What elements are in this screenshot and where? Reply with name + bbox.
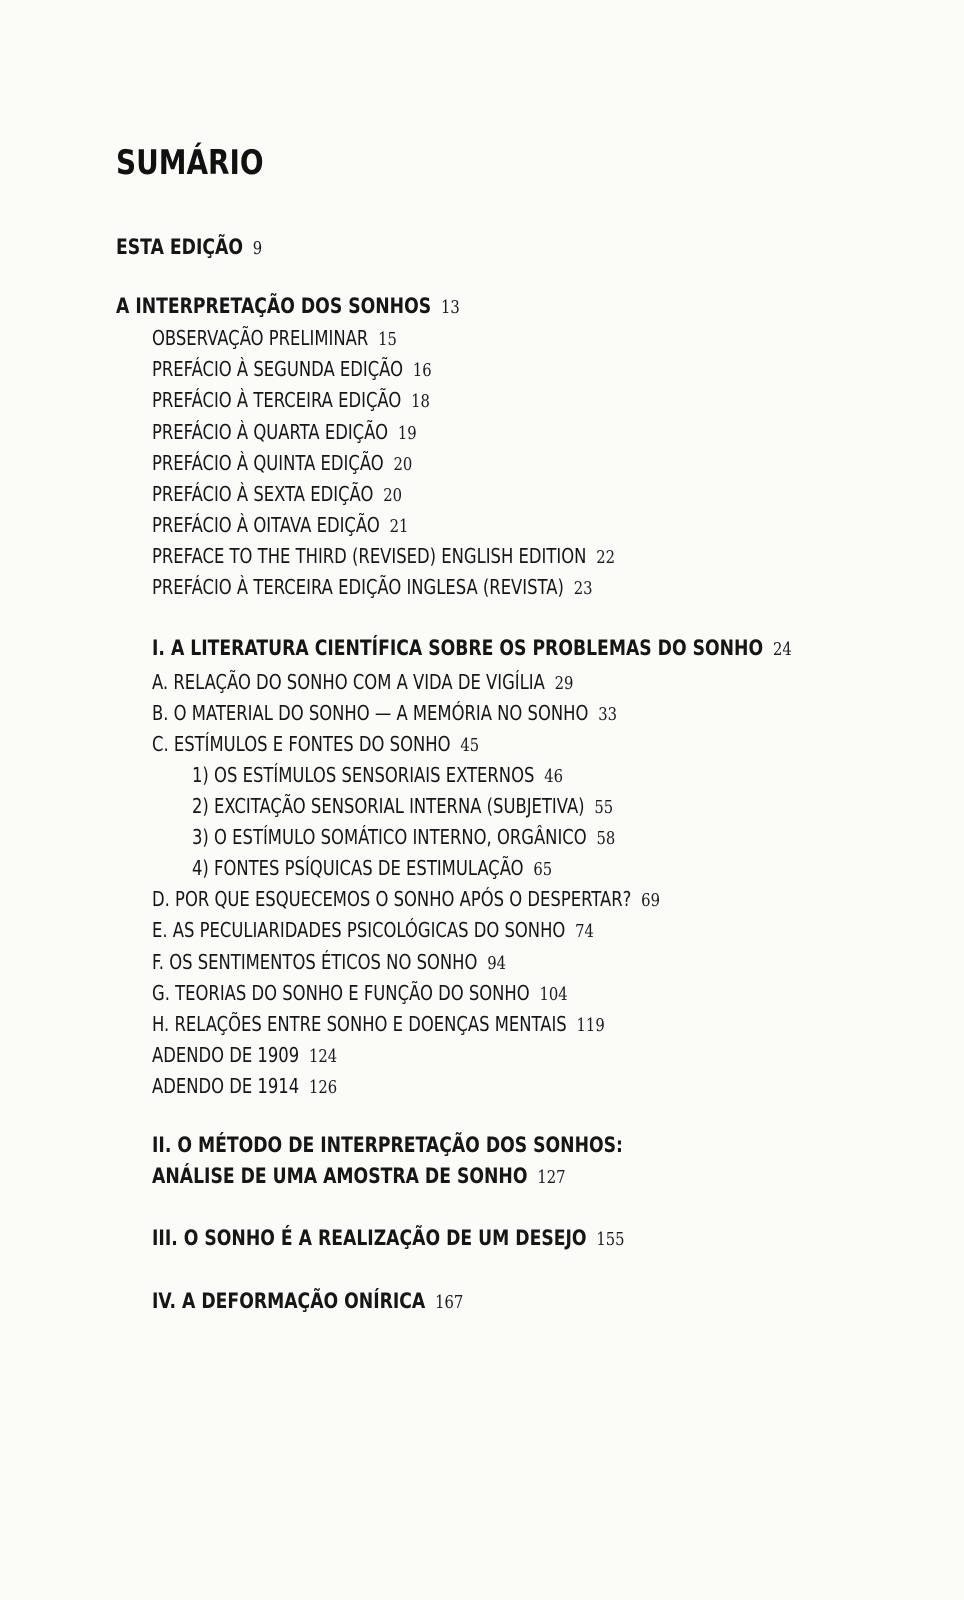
toc-entry (152, 670, 573, 696)
toc-page-number: 124 (309, 1046, 338, 1067)
toc-label: H. RELAÇÕES ENTRE SONHO E DOENÇAS MENTAIS (152, 1012, 567, 1036)
toc-label: PREFÁCIO À QUARTA EDIÇÃO (152, 420, 388, 444)
toc-entry (152, 513, 408, 539)
toc-entry (152, 1074, 337, 1100)
toc-page-number: 119 (576, 1015, 605, 1036)
toc-entry (152, 1043, 337, 1069)
toc-page-number: 15 (378, 329, 397, 350)
toc-page-number: 20 (393, 454, 413, 475)
toc-label: E. AS PECULIARIDADES PSICOLÓGICAS DO SONHO (152, 918, 566, 942)
toc-page-number: 69 (641, 890, 660, 911)
toc-entry (152, 326, 397, 352)
toc-entry (152, 981, 568, 1007)
toc-page-number: 9 (252, 238, 263, 259)
toc-page-number: 45 (460, 735, 480, 756)
toc-entry (192, 825, 615, 851)
toc-page-number: 46 (544, 766, 564, 787)
toc-label: PREFÁCIO À QUINTA EDIÇÃO (152, 451, 384, 475)
toc-label: ADENDO DE 1909 (152, 1043, 300, 1067)
toc-label: 3) O ESTÍMULO SOMÁTICO INTERNO, ORGÂNICO (192, 825, 587, 849)
toc-label: G. TEORIAS DO SONHO E FUNÇÃO DO SONHO (152, 981, 530, 1005)
toc-page-number: 16 (412, 360, 432, 381)
toc-page-number: 94 (487, 953, 507, 974)
toc-entry (152, 357, 432, 383)
toc-label: PREFÁCIO À SEGUNDA EDIÇÃO (152, 357, 403, 381)
toc-label: PREFÁCIO À SEXTA EDIÇÃO (152, 482, 374, 506)
toc-page-number: 23 (573, 578, 593, 599)
toc-label: 2) EXCITAÇÃO SENSORIAL INTERNA (SUBJETIVA) (192, 794, 585, 818)
toc-page-number: 22 (596, 547, 615, 568)
toc-page-number: 29 (554, 673, 574, 694)
toc-entry-chapter-1 (152, 636, 792, 662)
toc-entry (192, 856, 552, 882)
toc-entry (152, 482, 402, 508)
toc-entry (192, 794, 613, 820)
toc-entry-chapter-2-cont (152, 1164, 566, 1190)
toc-entry (152, 950, 506, 976)
toc-entry (152, 918, 594, 944)
toc-entry-a-interpretacao (116, 294, 460, 320)
toc-entry (152, 451, 412, 477)
toc-page-number: 74 (575, 921, 594, 942)
toc-label: PREFÁCIO À OITAVA EDIÇÃO (152, 513, 380, 537)
toc-label: ESTA EDIÇÃO (116, 235, 243, 259)
toc-label: B. O MATERIAL DO SONHO — A MEMÓRIA NO SONHO (152, 701, 589, 725)
toc-entry (152, 388, 430, 414)
toc-entry (152, 887, 660, 913)
toc-entry (152, 575, 593, 601)
toc-label: 4) FONTES PSÍQUICAS DE ESTIMULAÇÃO (192, 856, 524, 880)
toc-label: PREFACE TO THE THIRD (REVISED) ENGLISH EDITION (152, 544, 587, 568)
toc-entry (152, 1012, 605, 1038)
toc-label: PREFÁCIO À TERCEIRA EDIÇÃO INGLESA (REVISTA) (152, 575, 564, 599)
toc-entry-chapter-2 (152, 1133, 623, 1157)
toc-page-number: 13 (440, 297, 460, 318)
toc-page-number: 104 (539, 984, 568, 1005)
page-title: SUMÁRIO (116, 143, 264, 183)
toc-entry (152, 701, 617, 727)
toc-page-number: 155 (596, 1229, 625, 1250)
toc-label: IV. A DEFORMAÇÃO ONÍRICA (152, 1289, 426, 1313)
toc-page-number: 65 (533, 859, 553, 880)
toc-page-number: 55 (594, 797, 614, 818)
toc-entry (152, 732, 479, 758)
toc-entry-chapter-4 (152, 1289, 463, 1315)
toc-label: C. ESTÍMULOS E FONTES DO SONHO (152, 732, 451, 756)
toc-label: A. RELAÇÃO DO SONHO COM A VIDA DE VIGÍLIA (152, 670, 545, 694)
toc-label: II. O MÉTODO DE INTERPRETAÇÃO DOS SONHOS: (152, 1133, 623, 1157)
toc-entry-esta-edicao (116, 235, 262, 261)
toc-page-number: 20 (383, 485, 402, 506)
toc-page-number: 21 (389, 516, 409, 537)
toc-page-number: 127 (537, 1167, 566, 1188)
toc-page-number: 126 (309, 1077, 338, 1098)
toc-label: A INTERPRETAÇÃO DOS SONHOS (116, 294, 432, 318)
toc-label: OBSERVAÇÃO PRELIMINAR (152, 326, 369, 350)
toc-label: F. OS SENTIMENTOS ÉTICOS NO SONHO (152, 950, 478, 974)
toc-entry (152, 420, 417, 446)
toc-entry-chapter-3 (152, 1226, 625, 1252)
toc-page-number: 58 (596, 828, 616, 849)
toc-label: PREFÁCIO À TERCEIRA EDIÇÃO (152, 388, 402, 412)
toc-label: I. A LITERATURA CIENTÍFICA SOBRE OS PROBLEMAS DO SONHO (152, 636, 764, 660)
toc-label: 1) OS ESTÍMULOS SENSORIAIS EXTERNOS (192, 763, 535, 787)
toc-page-number: 18 (411, 391, 430, 412)
toc-label: III. O SONHO É A REALIZAÇÃO DE UM DESEJO (152, 1226, 587, 1250)
toc-entry (152, 544, 615, 570)
toc-page-number: 167 (435, 1292, 464, 1313)
toc-page-number: 24 (772, 639, 792, 660)
toc-label: ANÁLISE DE UMA AMOSTRA DE SONHO (152, 1164, 528, 1188)
toc-entry (192, 763, 563, 789)
toc-label: ADENDO DE 1914 (152, 1074, 300, 1098)
toc-page-number: 33 (598, 704, 617, 725)
toc-page-number: 19 (397, 423, 417, 444)
toc-label: D. POR QUE ESQUECEMOS O SONHO APÓS O DESPERTAR? (152, 887, 632, 911)
